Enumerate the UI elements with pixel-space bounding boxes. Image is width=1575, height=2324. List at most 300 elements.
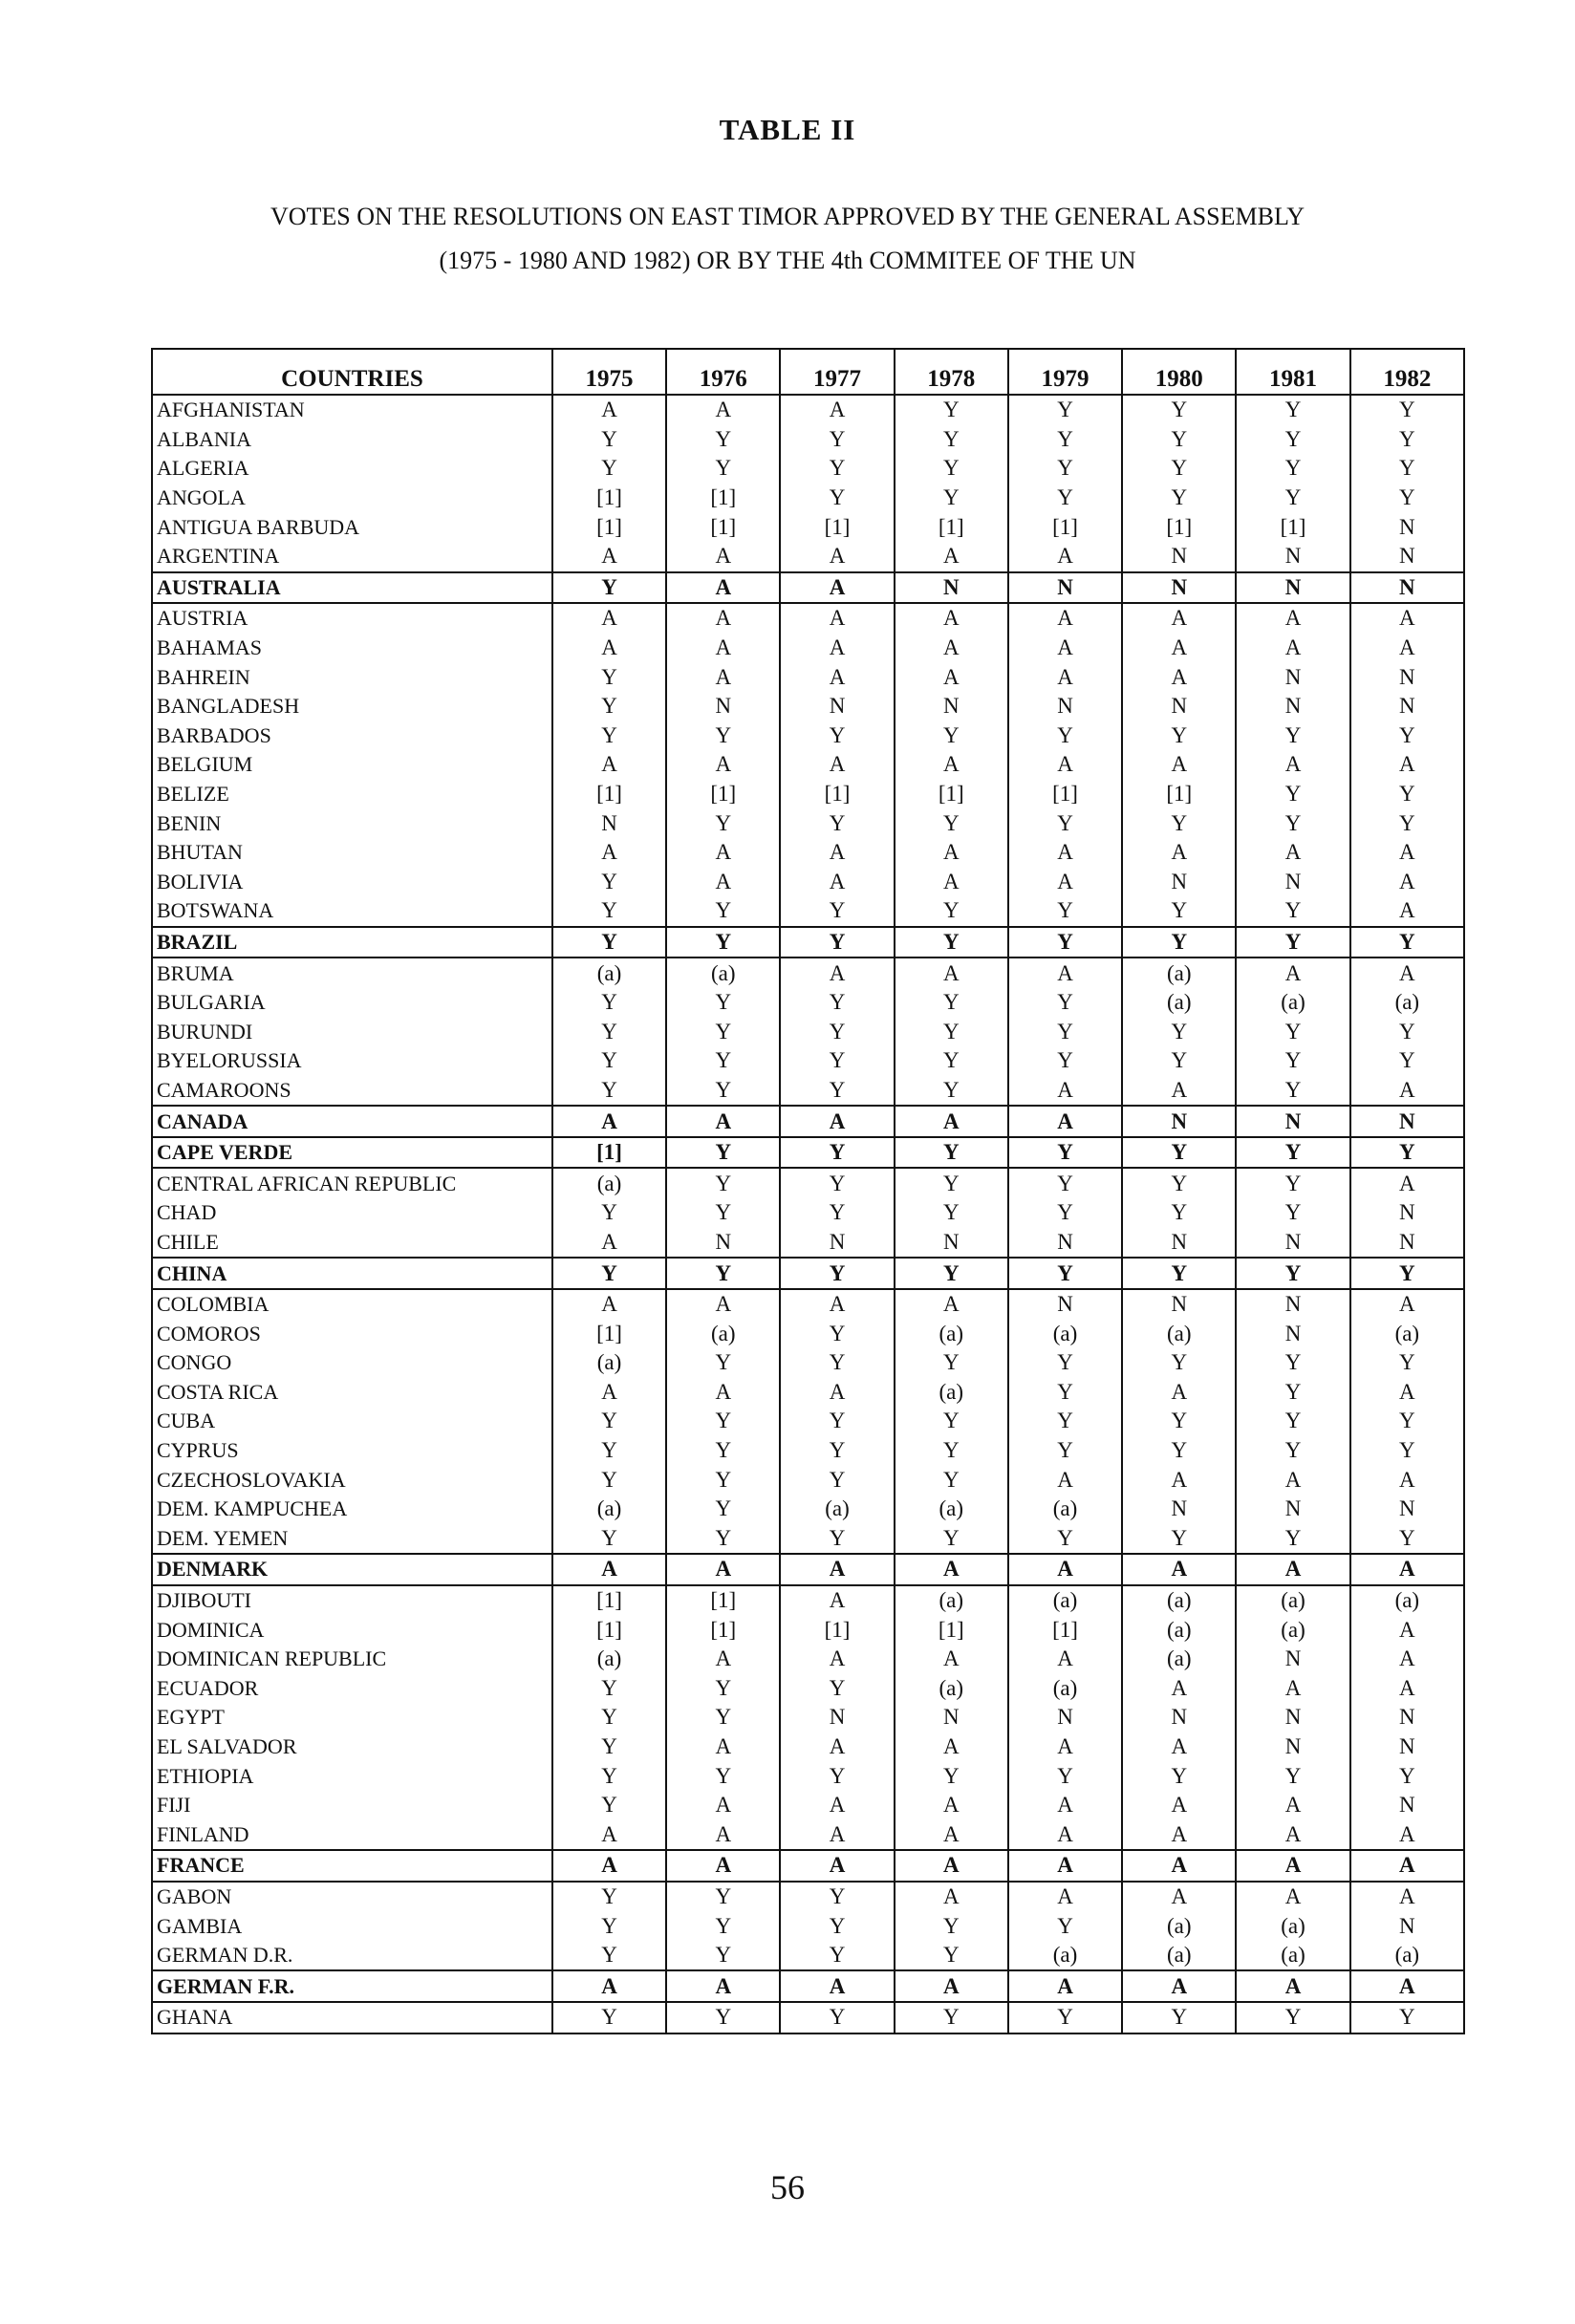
vote-cell: Y (666, 1348, 780, 1378)
vote-cell: A (1122, 1732, 1236, 1762)
vote-cell: Y (780, 1348, 894, 1378)
table-row (152, 1017, 1464, 1046)
vote-cell: Y (1008, 988, 1122, 1018)
vote-cell: A (1236, 1850, 1349, 1882)
country-cell: FINLAND (152, 1820, 552, 1851)
vote-cell: Y (895, 1168, 1008, 1198)
vote-cell: A (1008, 662, 1122, 692)
vote-cell: (a) (895, 1378, 1008, 1408)
country-cell: CYPRUS (152, 1436, 552, 1466)
country-cell: BAHREIN (152, 662, 552, 692)
vote-cell: Y (1122, 721, 1236, 751)
vote-cell: A (780, 542, 894, 572)
vote-cell: Y (1122, 1137, 1236, 1169)
vote-cell: A (1122, 1882, 1236, 1912)
vote-cell: A (895, 958, 1008, 988)
country-cell: BOTSWANA (152, 896, 552, 927)
country-cell: CHILE (152, 1228, 552, 1259)
vote-cell: A (1350, 1465, 1464, 1495)
vote-cell: (a) (666, 1319, 780, 1348)
vote-cell: N (1350, 1703, 1464, 1732)
table-row (152, 1941, 1464, 1971)
vote-cell: N (1236, 542, 1349, 572)
vote-cell: Y (666, 1436, 780, 1466)
vote-cell: (a) (1350, 1319, 1464, 1348)
country-cell: ANGOLA (152, 484, 552, 513)
vote-cell: A (1350, 634, 1464, 663)
table-body (152, 395, 1464, 2034)
vote-cell: Y (1008, 1137, 1122, 1169)
vote-cell: Y (780, 1137, 894, 1169)
vote-cell: (a) (552, 1645, 666, 1674)
vote-cell: Y (666, 1407, 780, 1436)
vote-cell: Y (1008, 1198, 1122, 1228)
table-row (152, 896, 1464, 927)
vote-cell: Y (780, 1911, 894, 1941)
vote-cell: N (895, 1703, 1008, 1732)
vote-cell: A (1236, 634, 1349, 663)
vote-cell: N (552, 808, 666, 838)
vote-cell: Y (895, 425, 1008, 455)
vote-cell: (a) (895, 1585, 1008, 1616)
vote-cell: N (666, 1228, 780, 1259)
vote-cell: [1] (552, 484, 666, 513)
country-cell: BARBADOS (152, 721, 552, 751)
vote-cell: Y (552, 1524, 666, 1555)
vote-cell: N (1350, 1495, 1464, 1524)
vote-cell: Y (552, 1761, 666, 1791)
vote-cell: [1] (780, 1615, 894, 1645)
vote-cell: Y (1008, 896, 1122, 927)
country-cell: FIJI (152, 1791, 552, 1820)
vote-cell: Y (552, 1046, 666, 1076)
vote-cell: (a) (780, 1495, 894, 1524)
vote-cell: Y (1008, 1436, 1122, 1466)
table-row (152, 1198, 1464, 1228)
table-row (152, 1911, 1464, 1941)
vote-cell: N (666, 692, 780, 721)
vote-cell: A (780, 634, 894, 663)
vote-cell: Y (895, 1198, 1008, 1228)
vote-cell: A (780, 1289, 894, 1320)
vote-cell: N (895, 572, 1008, 604)
vote-cell: N (1350, 1228, 1464, 1259)
vote-cell: A (1008, 1106, 1122, 1137)
vote-cell: (a) (1236, 1941, 1349, 1971)
vote-cell: A (1350, 1378, 1464, 1408)
table-row (152, 603, 1464, 634)
country-cell: EL SALVADOR (152, 1732, 552, 1762)
vote-cell: N (1350, 542, 1464, 572)
vote-cell: Y (1350, 484, 1464, 513)
table-row (152, 1258, 1464, 1289)
vote-cell: Y (1236, 1761, 1349, 1791)
vote-cell: Y (780, 454, 894, 484)
vote-cell: Y (552, 1882, 666, 1912)
vote-cell: A (1008, 838, 1122, 868)
vote-cell: A (1122, 1554, 1236, 1585)
country-cell: AUSTRIA (152, 603, 552, 634)
vote-cell: A (1350, 1850, 1464, 1882)
vote-cell: A (1350, 750, 1464, 780)
country-cell: CZECHOSLOVAKIA (152, 1465, 552, 1495)
country-cell: BELIZE (152, 780, 552, 809)
vote-cell: Y (552, 896, 666, 927)
table-row (152, 1106, 1464, 1137)
vote-cell: A (1122, 1674, 1236, 1704)
vote-cell: A (1122, 662, 1236, 692)
vote-cell: A (666, 603, 780, 634)
table-row (152, 780, 1464, 809)
vote-cell: (a) (1122, 988, 1236, 1018)
vote-cell: Y (666, 1761, 780, 1791)
vote-cell: N (1122, 1289, 1236, 1320)
vote-cell: Y (666, 927, 780, 958)
vote-cell: [1] (552, 1585, 666, 1616)
vote-cell: A (1236, 1674, 1349, 1704)
vote-cell: Y (1122, 1017, 1236, 1046)
vote-cell: Y (1008, 454, 1122, 484)
country-cell: GABON (152, 1882, 552, 1912)
vote-cell: A (1350, 1168, 1464, 1198)
vote-cell: Y (1122, 927, 1236, 958)
header-year: 1980 (1122, 349, 1236, 395)
country-cell: AFGHANISTAN (152, 395, 552, 425)
vote-cell: (a) (1122, 1941, 1236, 1971)
vote-cell: Y (666, 1258, 780, 1289)
vote-cell: A (780, 1850, 894, 1882)
vote-cell: Y (1008, 1524, 1122, 1555)
table-row (152, 750, 1464, 780)
vote-cell: A (552, 1106, 666, 1137)
vote-cell: Y (666, 1017, 780, 1046)
vote-cell: Y (895, 1911, 1008, 1941)
vote-cell: Y (895, 988, 1008, 1018)
vote-cell: N (1122, 1703, 1236, 1732)
header-year: 1976 (666, 349, 780, 395)
country-cell: BRUMA (152, 958, 552, 988)
vote-cell: (a) (1236, 988, 1349, 1018)
vote-cell: Y (895, 808, 1008, 838)
vote-cell: A (1236, 603, 1349, 634)
table-row (152, 1703, 1464, 1732)
vote-cell: (a) (1122, 1319, 1236, 1348)
vote-cell: Y (552, 1017, 666, 1046)
vote-cell: A (552, 1378, 666, 1408)
vote-cell: Y (1008, 927, 1122, 958)
vote-cell: A (666, 1554, 780, 1585)
vote-cell: A (552, 838, 666, 868)
table-row (152, 395, 1464, 425)
vote-cell: (a) (895, 1495, 1008, 1524)
vote-cell: [1] (552, 1319, 666, 1348)
table-row (152, 1168, 1464, 1198)
country-cell: EGYPT (152, 1703, 552, 1732)
vote-cell: (a) (1236, 1585, 1349, 1616)
vote-cell: (a) (1236, 1615, 1349, 1645)
vote-cell: Y (780, 1258, 894, 1289)
vote-cell: A (1350, 1820, 1464, 1851)
vote-cell: Y (1236, 395, 1349, 425)
vote-cell: A (552, 1850, 666, 1882)
vote-cell: [1] (1236, 512, 1349, 542)
vote-cell: N (1350, 512, 1464, 542)
vote-cell: N (895, 692, 1008, 721)
vote-cell: Y (1236, 1436, 1349, 1466)
vote-cell: Y (1122, 1524, 1236, 1555)
vote-cell: N (1236, 868, 1349, 897)
table-row (152, 1970, 1464, 2002)
table-row (152, 1228, 1464, 1259)
vote-cell: A (780, 1645, 894, 1674)
vote-cell: A (1008, 603, 1122, 634)
country-cell: CAMAROONS (152, 1076, 552, 1107)
vote-cell: Y (666, 1198, 780, 1228)
country-cell: BULGARIA (152, 988, 552, 1018)
table-row (152, 808, 1464, 838)
table-row (152, 1732, 1464, 1762)
vote-cell: Y (1008, 1911, 1122, 1941)
vote-cell: A (552, 750, 666, 780)
vote-cell: Y (1008, 1046, 1122, 1076)
vote-cell: Y (780, 808, 894, 838)
vote-cell: A (1122, 1820, 1236, 1851)
country-cell: CHAD (152, 1198, 552, 1228)
vote-cell: Y (1122, 484, 1236, 513)
vote-cell: (a) (1350, 1941, 1464, 1971)
country-cell: COLOMBIA (152, 1289, 552, 1320)
vote-cell: Y (1350, 1017, 1464, 1046)
vote-cell: N (1350, 572, 1464, 604)
country-cell: BRAZIL (152, 927, 552, 958)
vote-cell: Y (552, 721, 666, 751)
vote-cell: A (1008, 1076, 1122, 1107)
vote-cell: A (552, 542, 666, 572)
vote-cell: Y (780, 896, 894, 927)
country-cell: ALGERIA (152, 454, 552, 484)
vote-cell: Y (895, 927, 1008, 958)
vote-cell: Y (1236, 780, 1349, 809)
vote-cell: A (666, 572, 780, 604)
vote-cell: Y (895, 395, 1008, 425)
table-row (152, 1436, 1464, 1466)
vote-cell: Y (895, 2002, 1008, 2034)
vote-cell: Y (552, 1465, 666, 1495)
vote-cell: Y (1236, 896, 1349, 927)
vote-cell: A (1122, 1465, 1236, 1495)
vote-cell: A (666, 542, 780, 572)
vote-cell: Y (780, 721, 894, 751)
vote-cell: Y (1122, 2002, 1236, 2034)
table-row (152, 1348, 1464, 1378)
vote-cell: A (1350, 1882, 1464, 1912)
vote-cell: Y (1236, 1407, 1349, 1436)
vote-cell: Y (1122, 1198, 1236, 1228)
vote-cell: Y (666, 454, 780, 484)
vote-cell: N (1236, 1495, 1349, 1524)
vote-cell: A (780, 838, 894, 868)
vote-cell: Y (1122, 1436, 1236, 1466)
vote-cell: A (552, 1820, 666, 1851)
vote-cell: Y (780, 484, 894, 513)
country-cell: CUBA (152, 1407, 552, 1436)
vote-cell: A (895, 1882, 1008, 1912)
country-cell: BHUTAN (152, 838, 552, 868)
vote-cell: Y (780, 1761, 894, 1791)
vote-cell: Y (1350, 780, 1464, 809)
vote-cell: [1] (1008, 780, 1122, 809)
vote-cell: Y (1008, 1407, 1122, 1436)
vote-cell: Y (1236, 1348, 1349, 1378)
vote-cell: Y (666, 808, 780, 838)
vote-cell: Y (780, 1046, 894, 1076)
vote-cell: (a) (1122, 1645, 1236, 1674)
vote-cell: (a) (666, 958, 780, 988)
vote-cell: [1] (666, 1615, 780, 1645)
vote-cell: A (780, 1554, 894, 1585)
country-cell: DEM. KAMPUCHEA (152, 1495, 552, 1524)
vote-cell: N (1122, 1106, 1236, 1137)
vote-cell: A (1008, 1970, 1122, 2002)
vote-cell: A (780, 603, 894, 634)
vote-cell: N (1236, 1289, 1349, 1320)
table-title: TABLE II (719, 113, 856, 146)
vote-cell: (a) (1008, 1319, 1122, 1348)
vote-cell: A (780, 1970, 894, 2002)
header-year: 1975 (552, 349, 666, 395)
vote-cell: Y (1350, 1761, 1464, 1791)
table-row (152, 512, 1464, 542)
vote-cell: [1] (552, 1615, 666, 1645)
country-cell: DJIBOUTI (152, 1585, 552, 1616)
vote-cell: [1] (666, 780, 780, 809)
vote-cell: A (666, 395, 780, 425)
vote-cell: N (1236, 572, 1349, 604)
vote-cell: [1] (552, 512, 666, 542)
table-row (152, 958, 1464, 988)
vote-cell: A (1122, 603, 1236, 634)
vote-cell: Y (780, 1882, 894, 1912)
country-cell: CANADA (152, 1106, 552, 1137)
vote-cell: Y (1350, 1258, 1464, 1289)
table-row (152, 1289, 1464, 1320)
vote-cell: [1] (1122, 512, 1236, 542)
vote-cell: N (780, 1703, 894, 1732)
vote-cell: A (780, 958, 894, 988)
vote-cell: Y (1350, 2002, 1464, 2034)
vote-cell: Y (1236, 1046, 1349, 1076)
country-cell: BELGIUM (152, 750, 552, 780)
vote-cell: A (1008, 1850, 1122, 1882)
vote-cell: Y (1350, 1046, 1464, 1076)
vote-cell: Y (780, 1941, 894, 1971)
country-cell: CHINA (152, 1258, 552, 1289)
vote-cell: Y (552, 454, 666, 484)
table-row (152, 1882, 1464, 1912)
country-cell: DOMINICAN REPUBLIC (152, 1645, 552, 1674)
vote-cell: Y (780, 1017, 894, 1046)
vote-cell: Y (895, 896, 1008, 927)
vote-cell: A (1008, 1554, 1122, 1585)
vote-cell: Y (895, 1258, 1008, 1289)
vote-cell: A (552, 1970, 666, 2002)
table-row (152, 1524, 1464, 1555)
header-countries: COUNTRIES (152, 349, 552, 395)
vote-cell: [1] (895, 1615, 1008, 1645)
header-year: 1977 (780, 349, 894, 395)
table-row (152, 1319, 1464, 1348)
vote-cell: (a) (552, 1348, 666, 1378)
country-cell: FRANCE (152, 1850, 552, 1882)
vote-cell: N (1350, 1198, 1464, 1228)
vote-cell: A (1008, 1882, 1122, 1912)
vote-cell: N (1236, 1703, 1349, 1732)
country-cell: GAMBIA (152, 1911, 552, 1941)
country-cell: BYELORUSSIA (152, 1046, 552, 1076)
vote-cell: Y (552, 2002, 666, 2034)
table-row (152, 542, 1464, 572)
table-row (152, 1137, 1464, 1169)
vote-cell: A (1350, 868, 1464, 897)
vote-cell: Y (1008, 425, 1122, 455)
vote-cell: N (780, 692, 894, 721)
vote-cell: N (780, 1228, 894, 1259)
country-cell: DOMINICA (152, 1615, 552, 1645)
table-row (152, 1820, 1464, 1851)
vote-cell: N (1122, 1495, 1236, 1524)
vote-cell: Y (895, 484, 1008, 513)
vote-cell: Y (666, 1882, 780, 1912)
vote-cell: A (895, 1645, 1008, 1674)
table-row (152, 1674, 1464, 1704)
vote-cell: Y (1236, 484, 1349, 513)
vote-cell: A (780, 750, 894, 780)
table-row (152, 572, 1464, 604)
table-row (152, 868, 1464, 897)
vote-cell: Y (666, 988, 780, 1018)
vote-cell: A (895, 1820, 1008, 1851)
table-row (152, 1046, 1464, 1076)
vote-cell: Y (895, 721, 1008, 751)
vote-cell: N (1008, 1289, 1122, 1320)
country-cell: GERMAN F.R. (152, 1970, 552, 2002)
table-row (152, 988, 1464, 1018)
vote-cell: A (1236, 1791, 1349, 1820)
vote-cell: N (1008, 572, 1122, 604)
vote-cell: Y (552, 927, 666, 958)
table-row (152, 838, 1464, 868)
vote-cell: N (1236, 1732, 1349, 1762)
vote-cell: A (1122, 634, 1236, 663)
vote-cell: Y (895, 1137, 1008, 1169)
table-row (152, 454, 1464, 484)
table-subtitle-line2: (1975 - 1980 AND 1982) OR BY THE 4th COMMITEE OF THE UN (439, 247, 1136, 274)
vote-cell: Y (1122, 425, 1236, 455)
vote-cell: A (1350, 838, 1464, 868)
country-cell: COMOROS (152, 1319, 552, 1348)
vote-cell: Y (780, 425, 894, 455)
country-cell: BURUNDI (152, 1017, 552, 1046)
vote-cell: Y (1236, 1524, 1349, 1555)
vote-cell: Y (1008, 484, 1122, 513)
table-row (152, 662, 1464, 692)
vote-cell: Y (1008, 1258, 1122, 1289)
vote-cell: Y (666, 1046, 780, 1076)
vote-cell: A (552, 603, 666, 634)
vote-cell: A (895, 1554, 1008, 1585)
header-year: 1981 (1236, 349, 1349, 395)
vote-cell: N (1122, 572, 1236, 604)
